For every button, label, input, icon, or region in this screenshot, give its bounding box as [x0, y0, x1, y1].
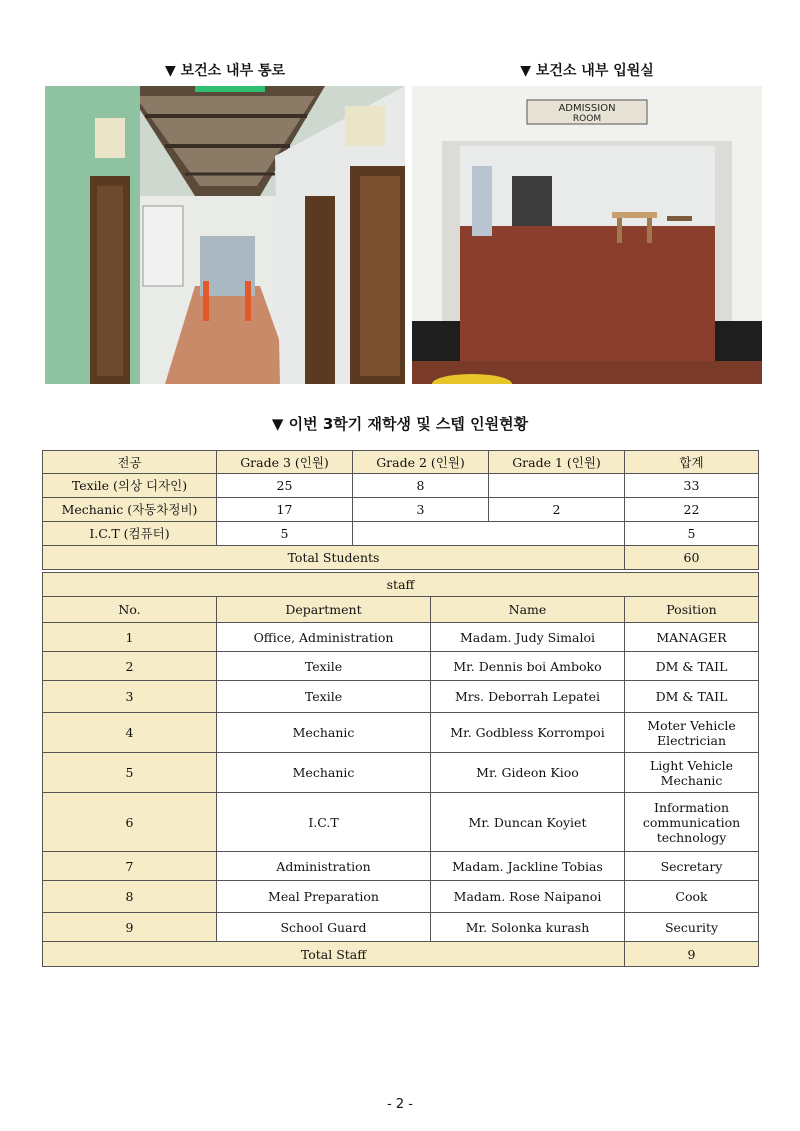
row-grade3: 5: [217, 522, 353, 546]
staff-position: Cook: [625, 881, 759, 913]
staff-position: DM & TAIL: [625, 652, 759, 681]
row-grade3: 17: [217, 498, 353, 522]
staff-no: 9: [43, 913, 217, 942]
row-grade2: 3: [353, 498, 489, 522]
staff-name: Madam. Judy Simaloi: [431, 623, 625, 652]
row-grade3: 25: [217, 474, 353, 498]
table-row: [43, 474, 759, 498]
staff-title-row: [43, 573, 759, 597]
header-grade3: Grade 3 (인원): [217, 451, 353, 474]
table-row: [43, 652, 759, 681]
section-title: ▼ 이번 3학기 재학생 및 스텝 인원현황: [271, 415, 529, 433]
staff-no: 7: [43, 852, 217, 881]
total-students-row: [43, 546, 759, 570]
staff-department: Texile: [217, 681, 431, 713]
row-total: 33: [625, 474, 759, 498]
staff-position: MANAGER: [625, 623, 759, 652]
total-students-label: Total Students: [43, 546, 625, 570]
staff-name: Madam. Jackline Tobias: [431, 852, 625, 881]
admission-sign-line2: ROOM: [572, 114, 602, 124]
staff-position: Light Vehicle Mechanic: [625, 753, 759, 793]
header-grade1: Grade 1 (인원): [489, 451, 625, 474]
students-header-row: [43, 451, 759, 474]
staff-name: Mr. Gideon Kioo: [431, 753, 625, 793]
students-table: [42, 450, 759, 570]
staff-department: Mechanic: [217, 753, 431, 793]
staff-position: DM & TAIL: [625, 681, 759, 713]
staff-no: 2: [43, 652, 217, 681]
photo-caption-admission-room: ▼ 보건소 내부 입원실: [520, 63, 654, 79]
photo-caption-corridor: ▼ 보건소 내부 통로: [164, 63, 286, 79]
staff-title: staff: [43, 573, 759, 597]
header-department: Department: [217, 597, 431, 623]
table-row: [43, 913, 759, 942]
corridor-sign-right: [345, 106, 385, 146]
corridor-photo: [45, 86, 405, 384]
row-major: I.C.T (컴퓨터): [43, 522, 217, 546]
row-total: 5: [625, 522, 759, 546]
staff-no: 6: [43, 793, 217, 852]
staff-name: Mr. Godbless Korrompoi: [431, 713, 625, 753]
staff-department: I.C.T: [217, 793, 431, 852]
staff-position: Moter Vehicle Electrician: [625, 713, 759, 753]
row-grade2: 8: [353, 474, 489, 498]
table-row: [43, 713, 759, 753]
table-row: [43, 522, 759, 546]
staff-no: 4: [43, 713, 217, 753]
staff-header-row: [43, 597, 759, 623]
staff-department: School Guard: [217, 913, 431, 942]
total-staff-value: 9: [625, 942, 759, 967]
staff-name: Mrs. Deborrah Lepatei: [431, 681, 625, 713]
table-row: [43, 793, 759, 852]
staff-no: 1: [43, 623, 217, 652]
staff-no: 3: [43, 681, 217, 713]
staff-name: Mr. Dennis boi Amboko: [431, 652, 625, 681]
row-grade1: 2: [489, 498, 625, 522]
staff-department: Meal Preparation: [217, 881, 431, 913]
staff-department: Texile: [217, 652, 431, 681]
admission-room-photo: [412, 86, 762, 384]
table-row: [43, 852, 759, 881]
table-row: [43, 498, 759, 522]
row-grade-empty: [353, 522, 625, 546]
header-no: No.: [43, 597, 217, 623]
staff-no: 8: [43, 881, 217, 913]
admission-sign-line1: ADMISSION: [558, 103, 616, 114]
corridor-sign-left: [95, 118, 125, 158]
row-grade1: [489, 474, 625, 498]
staff-department: Administration: [217, 852, 431, 881]
total-staff-label: Total Staff: [43, 942, 625, 967]
header-total: 합계: [625, 451, 759, 474]
total-staff-row: [43, 942, 759, 967]
staff-name: Madam. Rose Naipanoi: [431, 881, 625, 913]
staff-department: Office, Administration: [217, 623, 431, 652]
staff-department: Mechanic: [217, 713, 431, 753]
row-total: 22: [625, 498, 759, 522]
row-major: Mechanic (자동차정비): [43, 498, 217, 522]
staff-name: Mr. Duncan Koyiet: [431, 793, 625, 852]
staff-no: 5: [43, 753, 217, 793]
staff-position: Security: [625, 913, 759, 942]
staff-position: Information communication technology: [625, 793, 759, 852]
header-grade2: Grade 2 (인원): [353, 451, 489, 474]
table-row: [43, 753, 759, 793]
staff-table: [42, 572, 759, 967]
total-students-value: 60: [625, 546, 759, 570]
header-major: 전공: [43, 451, 217, 474]
page-number: - 2 -: [387, 1097, 413, 1112]
header-position: Position: [625, 597, 759, 623]
table-row: [43, 623, 759, 652]
table-row: [43, 881, 759, 913]
staff-name: Mr. Solonka kurash: [431, 913, 625, 942]
header-name: Name: [431, 597, 625, 623]
staff-position: Secretary: [625, 852, 759, 881]
table-row: [43, 681, 759, 713]
row-major: Texile (의상 디자인): [43, 474, 217, 498]
